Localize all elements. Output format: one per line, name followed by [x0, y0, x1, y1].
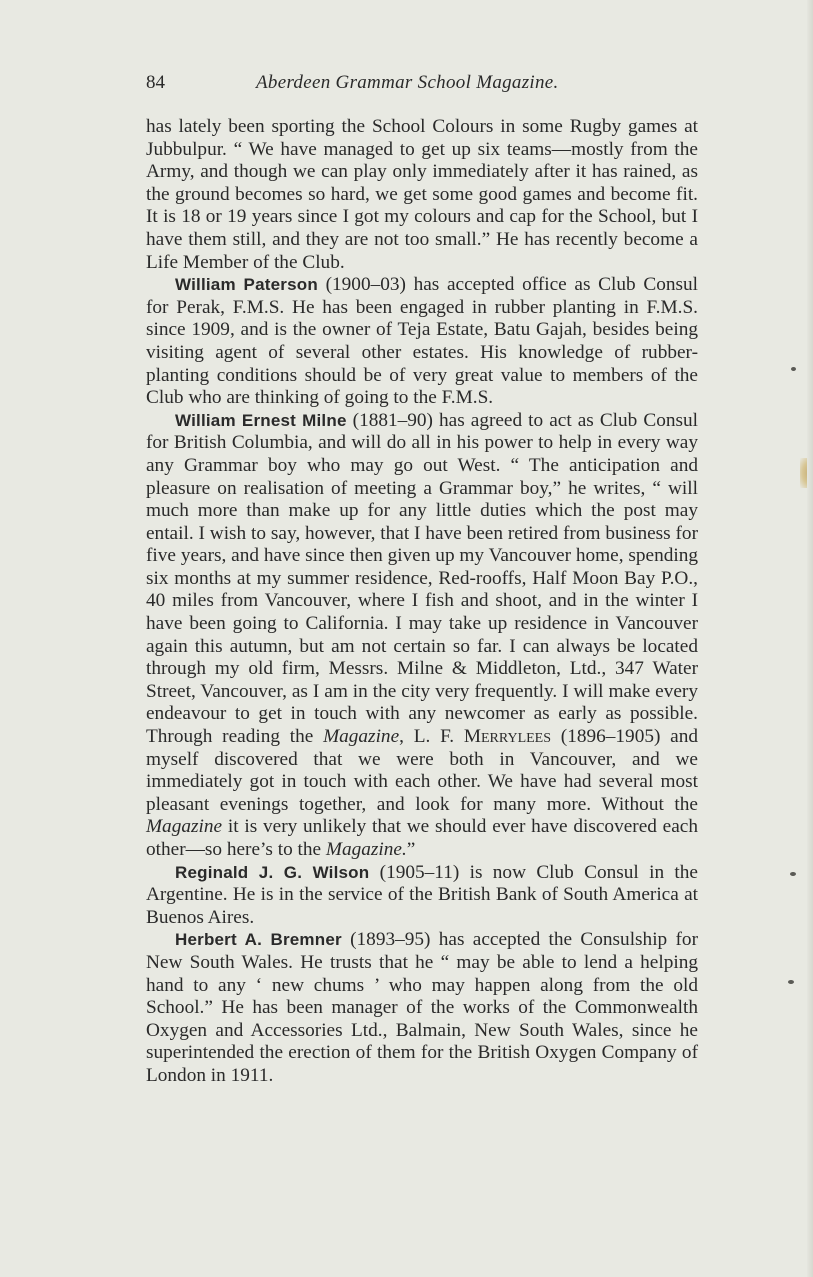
margin-speck [790, 872, 796, 876]
paragraph-continuation [146, 116, 698, 274]
page-number: 84 [146, 72, 165, 93]
person-name: Reginald J. G. Wilson [175, 862, 370, 882]
margin-speck [791, 367, 796, 371]
article-body [146, 116, 698, 1088]
person-name-smallcaps: Merrylees [463, 726, 552, 748]
margin-speck [788, 980, 794, 984]
paragraph-text: (1896–1905) and myself discovered that we were both in Vancouver, and we immediately got in touch with each other. We have had several most pleasant evenings together, and look for many more. Without the [146, 726, 698, 815]
paragraph-text: it is very unlikely that we should ever have discovered each other—so here’s to the [146, 816, 698, 860]
page-header [146, 72, 698, 102]
person-name: William Paterson [175, 275, 318, 295]
magazine-title: Magazine [146, 816, 223, 838]
paragraph-text: (1905–11) is now Club Consul in the Argentine. He is in the service of the British Bank of South America at Buenos Aires. [146, 861, 698, 928]
paragraph-herbert-bremner [146, 929, 698, 1087]
paragraph-text: (1893–95) has accepted the Consulship for New South Wales. He trusts that he “ may be able to lend a helping hand to any ‘ new chums ’ who may happen along from the old School.” He has been manager of the works of the Commonwealth Oxygen and Accessories Ltd., Balmain, New South Wales, since he superintended the erection of them for the British Oxygen Company of London in 1911. [146, 929, 698, 1086]
paragraph-text: (1881–90) has agreed to act as Club Consul for British Columbia, and will do all in his power to help in every way any Grammar boy who may go out West. “ The anticipation and pleasure on realisation of meeting a Grammar boy,” he writes, “ will much more than make up for any little duties which the post may entail. I wish to say, however, that I have been retired from business for five years, and have since then given up my Vancouver home, spending six months at my summer residence, Red-rooffs, Half Moon Bay P.O., 40 miles from Vancouver, where I fish and shoot, and in the winter I have been going to California. I may take up residence in Vancouver again this autumn, but am not certain so far. I can always be located through my old firm, Messrs. Milne & Middleton, Ltd., 347 Water Street, Vancouver, as I am in the city very frequently. I will make every endeavour to get in touch with any newcomer as early as possible. Through reading the [146, 409, 698, 748]
paragraph-text: , L. F. [399, 726, 464, 748]
paragraph-text: has lately been sporting the School Colours in some Rugby games at Jubbulpur. “ We have managed to get up six teams—mostly from the Army, and though we can play only immediately after it has rained, as the ground becomes so hard, we get some good games and become fit. It is 18 or 19 years since I got my colours and cap for the School, but I have them still, and they are not too small.” He has recently become a Life Member of the Club. [146, 116, 698, 273]
running-title: Aberdeen Grammar School Magazine. [256, 72, 559, 93]
page-edge [807, 0, 813, 1277]
paragraph-william-ernest-milne [146, 410, 698, 862]
person-name: William Ernest Milne [175, 410, 347, 430]
paragraph-text: ” [406, 839, 416, 860]
paragraph-text: (1900–03) has accepted office as Club Consul for Perak, F.M.S. He has been engaged in rubber planting in F.M.S. since 1909, and is the owner of Teja Estate, Batu Gajah, besides being visiting agent of several other estates. His knowledge of rubber-planting conditions should be of very great value to members of the Club who are thinking of going to the F.M.S. [146, 274, 698, 409]
person-name: Herbert A. Bremner [175, 930, 342, 950]
magazine-title: Magazine [323, 726, 400, 748]
paragraph-reginald-wilson [146, 862, 698, 930]
paragraph-william-paterson [146, 274, 698, 410]
magazine-title: Magazine. [325, 839, 407, 860]
